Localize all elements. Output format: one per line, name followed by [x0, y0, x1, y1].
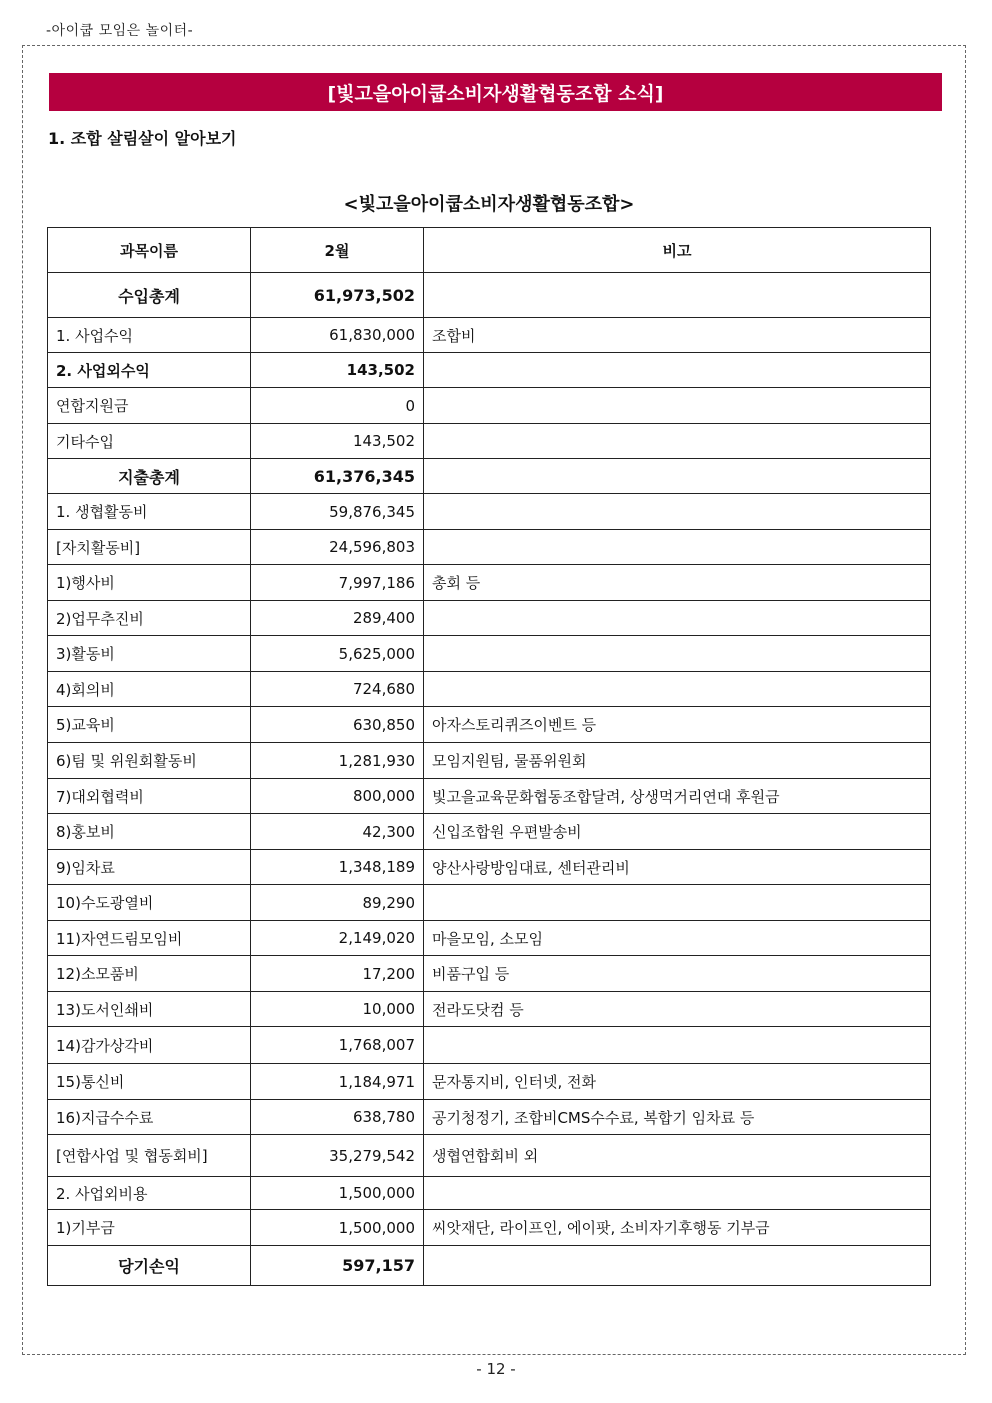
row-note: 신입조합원 우편발송비 — [424, 814, 931, 850]
row-amount: 61,830,000 — [251, 318, 424, 353]
table-row — [48, 885, 931, 921]
row-item-name: 4)회의비 — [48, 672, 251, 707]
row-note — [424, 672, 931, 707]
row-note: 조합비 — [424, 318, 931, 353]
column-header-item: 과목이름 — [48, 228, 251, 273]
row-item-name: 3)활동비 — [48, 636, 251, 672]
row-note — [424, 601, 931, 636]
row-note: 모임지원팀, 물품위원회 — [424, 743, 931, 779]
row-note — [424, 636, 931, 672]
row-amount: 42,300 — [251, 814, 424, 850]
table-row — [48, 1100, 931, 1135]
row-note — [424, 1246, 931, 1286]
row-amount: 61,973,502 — [251, 273, 424, 318]
row-note: 씨앗재단, 라이프인, 에이팟, 소비자기후행동 기부금 — [424, 1210, 931, 1246]
row-amount: 1,184,971 — [251, 1064, 424, 1100]
running-header: -아이쿱 모임은 놀이터- — [46, 23, 194, 39]
column-header-month: 2월 — [251, 228, 424, 273]
table-row — [48, 1027, 931, 1064]
row-amount: 1,768,007 — [251, 1027, 424, 1064]
row-amount: 24,596,803 — [251, 530, 424, 565]
row-item-name: 2. 사업외비용 — [48, 1177, 251, 1210]
row-amount: 7,997,186 — [251, 565, 424, 601]
row-item-name: [연합사업 및 협동회비] — [48, 1135, 251, 1177]
row-item-name: 연합지원금 — [48, 388, 251, 424]
table-title: <빛고을아이쿱소비자생활협동조합> — [343, 194, 635, 215]
row-amount: 10,000 — [251, 992, 424, 1027]
income-statement-table — [47, 227, 931, 1286]
row-note — [424, 388, 931, 424]
row-amount: 143,502 — [251, 353, 424, 388]
table-row — [48, 850, 931, 885]
table-row — [48, 707, 931, 743]
row-note — [424, 885, 931, 921]
row-item-name: 14)감가상각비 — [48, 1027, 251, 1064]
row-note: 문자통지비, 인터넷, 전화 — [424, 1064, 931, 1100]
row-item-name: 8)홍보비 — [48, 814, 251, 850]
row-item-name: 2)업무추진비 — [48, 601, 251, 636]
table-row — [48, 530, 931, 565]
row-amount: 59,876,345 — [251, 494, 424, 530]
row-note: 비품구입 등 — [424, 956, 931, 992]
row-amount: 630,850 — [251, 707, 424, 743]
row-item-name: 당기손익 — [48, 1246, 251, 1286]
row-note: 공기청정기, 조합비CMS수수료, 복합기 임차료 등 — [424, 1100, 931, 1135]
row-item-name: 12)소모품비 — [48, 956, 251, 992]
row-amount: 89,290 — [251, 885, 424, 921]
row-note — [424, 494, 931, 530]
row-item-name: 10)수도광열비 — [48, 885, 251, 921]
row-note — [424, 353, 931, 388]
row-amount: 724,680 — [251, 672, 424, 707]
table-row — [48, 956, 931, 992]
row-item-name: 16)지급수수료 — [48, 1100, 251, 1135]
table-row — [48, 494, 931, 530]
table-row — [48, 459, 931, 494]
row-amount: 800,000 — [251, 779, 424, 814]
row-item-name: 1. 사업수익 — [48, 318, 251, 353]
row-amount: 143,502 — [251, 424, 424, 459]
table-row — [48, 601, 931, 636]
row-item-name: 지출총계 — [48, 459, 251, 494]
row-note — [424, 530, 931, 565]
table-row — [48, 1177, 931, 1210]
table-row — [48, 1135, 931, 1177]
row-note: 마을모임, 소모임 — [424, 921, 931, 956]
row-amount: 597,157 — [251, 1246, 424, 1286]
row-note — [424, 273, 931, 318]
row-item-name: 11)자연드림모임비 — [48, 921, 251, 956]
row-item-name: [자치활동비] — [48, 530, 251, 565]
row-amount: 1,500,000 — [251, 1210, 424, 1246]
row-amount: 289,400 — [251, 601, 424, 636]
table-row — [48, 743, 931, 779]
row-amount: 638,780 — [251, 1100, 424, 1135]
row-amount: 61,376,345 — [251, 459, 424, 494]
row-item-name: 1. 생협활동비 — [48, 494, 251, 530]
row-item-name: 6)팀 및 위원회활동비 — [48, 743, 251, 779]
table-row — [48, 1064, 931, 1100]
table-row — [48, 992, 931, 1027]
row-amount: 5,625,000 — [251, 636, 424, 672]
row-note — [424, 1027, 931, 1064]
section-title: 1. 조합 살림살이 알아보기 — [48, 129, 237, 148]
table-row — [48, 424, 931, 459]
row-item-name: 9)임차료 — [48, 850, 251, 885]
table-row — [48, 814, 931, 850]
table-row — [48, 1246, 931, 1286]
table-row — [48, 388, 931, 424]
table-row — [48, 273, 931, 318]
row-item-name: 5)교육비 — [48, 707, 251, 743]
row-note: 아자스토리퀴즈이벤트 등 — [424, 707, 931, 743]
row-note: 빛고을교육문화협동조합달려, 상생먹거리연대 후원금 — [424, 779, 931, 814]
row-note — [424, 459, 931, 494]
row-note: 총회 등 — [424, 565, 931, 601]
table-row — [48, 636, 931, 672]
page-number: - 12 - — [476, 1360, 516, 1378]
row-note — [424, 1177, 931, 1210]
row-note: 생협연합회비 외 — [424, 1135, 931, 1177]
row-amount: 17,200 — [251, 956, 424, 992]
column-header-note: 비고 — [424, 228, 931, 273]
row-item-name: 15)통신비 — [48, 1064, 251, 1100]
newsletter-banner: [빛고을아이쿱소비자생활협동조합 소식] — [49, 73, 942, 111]
row-item-name: 7)대외협력비 — [48, 779, 251, 814]
table-row — [48, 1210, 931, 1246]
row-item-name: 수입총계 — [48, 273, 251, 318]
row-item-name: 13)도서인쇄비 — [48, 992, 251, 1027]
row-note: 양산사랑방임대료, 센터관리비 — [424, 850, 931, 885]
table-row — [48, 672, 931, 707]
row-item-name: 2. 사업외수익 — [48, 353, 251, 388]
table-row — [48, 353, 931, 388]
table-row — [48, 565, 931, 601]
row-item-name: 기타수입 — [48, 424, 251, 459]
row-amount: 1,348,189 — [251, 850, 424, 885]
row-note: 전라도닷컴 등 — [424, 992, 931, 1027]
row-amount: 1,500,000 — [251, 1177, 424, 1210]
row-note — [424, 424, 931, 459]
table-header-row — [48, 228, 931, 273]
row-amount: 2,149,020 — [251, 921, 424, 956]
table-row — [48, 779, 931, 814]
row-amount: 1,281,930 — [251, 743, 424, 779]
row-item-name: 1)행사비 — [48, 565, 251, 601]
table-row — [48, 318, 931, 353]
table-body — [48, 273, 931, 1286]
row-amount: 35,279,542 — [251, 1135, 424, 1177]
row-item-name: 1)기부금 — [48, 1210, 251, 1246]
table-row — [48, 921, 931, 956]
row-amount: 0 — [251, 388, 424, 424]
